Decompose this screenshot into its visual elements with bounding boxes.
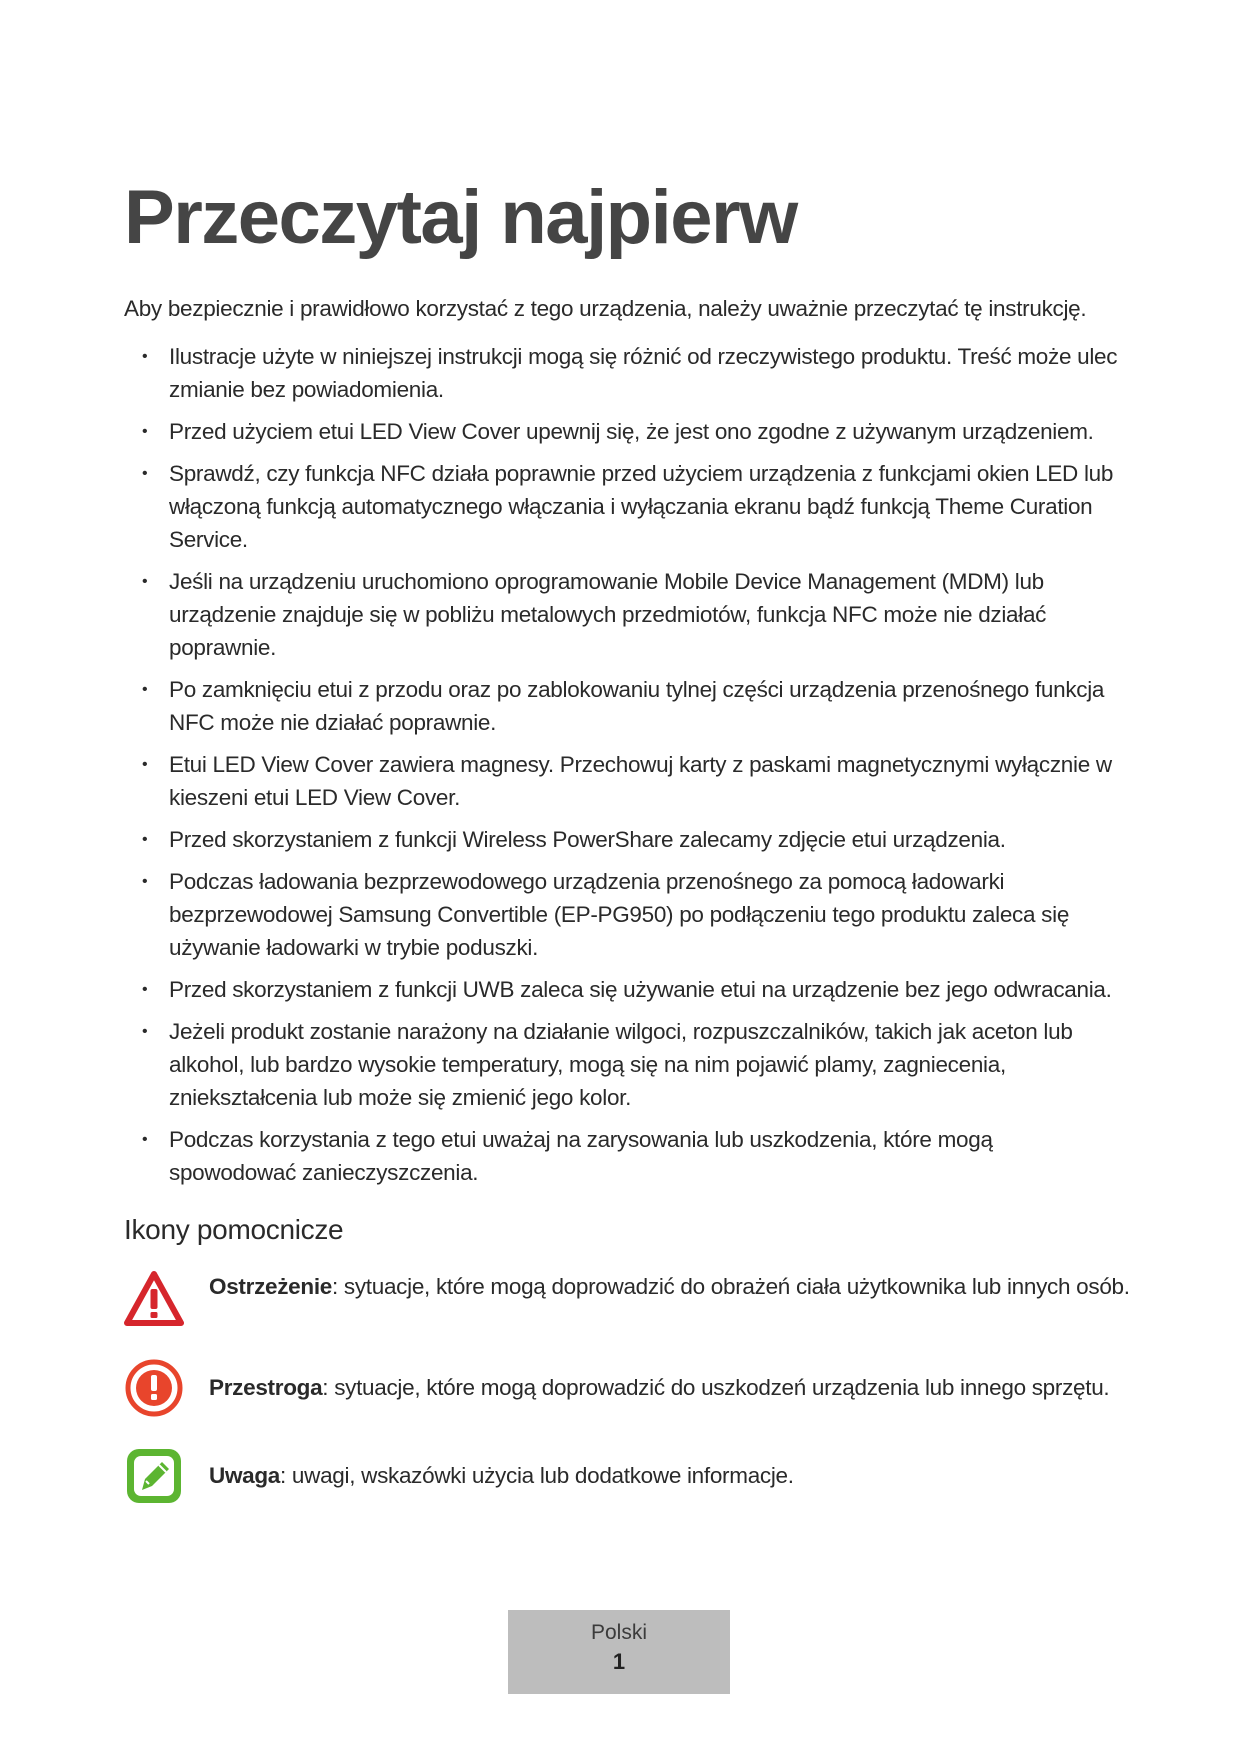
bullet-list [124,340,1124,1198]
bullet-glyph: • [142,348,148,365]
list-item-text: Jeżeli produkt zostanie narażony na działanie wilgoci, rozpuszczalników, takich jak aceton lub alkohol, lub bardzo wysokie temperatury, mogą się na nim pojawić plamy, zagniecenia, zniekształcenia lub może się zmienić jego kolor. [169,1019,1073,1110]
warning-term: Ostrzeżenie [209,1274,332,1299]
note-description [209,1459,1139,1492]
bullet-glyph: • [142,1131,148,1148]
list-item-text: Przed skorzystaniem z funkcji Wireless PowerShare zalecamy zdjęcie etui urządzenia. [169,827,1006,852]
list-item [124,1015,1124,1114]
note-term: Uwaga [209,1463,281,1488]
note-text: : uwagi, wskazówki użycia lub dodatkowe informacje. [280,1463,794,1488]
list-item-text: Ilustracje użyte w niniejszej instrukcji mogą się różnić od rzeczywistego produktu. Treść może ulec zmianie bez powiadomienia. [169,344,1118,402]
page-footer [508,1610,730,1694]
caution-circle-icon [124,1358,184,1418]
page-title: Przeczytaj najpierw [124,175,797,260]
list-item-text: Jeśli na urządzeniu uruchomiono oprogramowanie Mobile Device Management (MDM) lub urządzenie znajduje się w pobliżu metalowych przedmiotów, funkcja NFC może nie działać poprawnie. [169,569,1047,660]
bullet-glyph: • [142,831,148,848]
list-item [124,565,1124,664]
note-pencil-icon [124,1446,184,1506]
bullet-glyph: • [142,573,148,590]
bullet-glyph: • [142,465,148,482]
list-item [124,673,1124,739]
bullet-glyph: • [142,1023,148,1040]
list-item-text: Po zamknięciu etui z przodu oraz po zablokowaniu tylnej części urządzenia przenośnego funkcja NFC może nie działać poprawnie. [169,677,1105,735]
section-title: Ikony pomocnicze [124,1214,344,1245]
list-item [124,865,1124,964]
caution-text: : sytuacje, które mogą doprowadzić do uszkodzeń urządzenia lub innego sprzętu. [322,1375,1110,1400]
footer-language: Polski [590,1621,648,1644]
caution-term: Przestroga [209,1375,323,1400]
list-item-text: Podczas korzystania z tego etui uważaj na zarysowania lub uszkodzenia, które mogą spowodować zanieczyszczenia. [169,1127,993,1185]
list-item-text: Podczas ładowania bezprzewodowego urządzenia przenośnego za pomocą ładowarki bezprzewodowej Samsung Convertible (EP-PG950) po podłączeniu tego produktu zaleca się używanie ładowarki w trybie poduszki. [169,869,1070,960]
bullet-glyph: • [142,423,148,440]
list-item [124,748,1124,814]
list-item-text: Sprawdź, czy funkcja NFC działa poprawnie przed użyciem urządzenia z funkcjami okien LED lub włączoną funkcją automatycznego włączania i wyłączania ekranu bądź funkcją Theme Curation Service. [169,461,1114,552]
list-item [124,340,1124,406]
bullet-glyph: • [142,756,148,773]
list-item-text: Przed użyciem etui LED View Cover upewnij się, że jest ono zgodne z używanym urządzeniem. [169,419,1094,444]
intro-paragraph: Aby bezpiecznie i prawidłowo korzystać z tego urządzenia, należy uważnie przeczytać tę instrukcję. [124,296,1087,321]
warning-text: : sytuacje, które mogą doprowadzić do obrażeń ciała użytkownika lub innych osób. [332,1274,1130,1299]
list-item [124,1123,1124,1189]
caution-description [209,1371,1139,1404]
warning-description [209,1270,1139,1303]
list-item-text: Przed skorzystaniem z funkcji UWB zaleca się używanie etui na urządzenie bez jego odwracania. [169,977,1112,1002]
bullet-glyph: • [142,981,148,998]
list-item [124,973,1124,1006]
list-item-text: Etui LED View Cover zawiera magnesy. Przechowuj karty z paskami magnetycznymi wyłącznie w kieszeni etui LED View Cover. [169,752,1112,810]
bullet-glyph: • [142,873,148,890]
bullet-glyph: • [142,681,148,698]
page-number: 1 [612,1649,626,1674]
list-item [124,823,1124,856]
list-item [124,415,1124,448]
warning-triangle-icon [124,1270,184,1330]
list-item [124,457,1124,556]
